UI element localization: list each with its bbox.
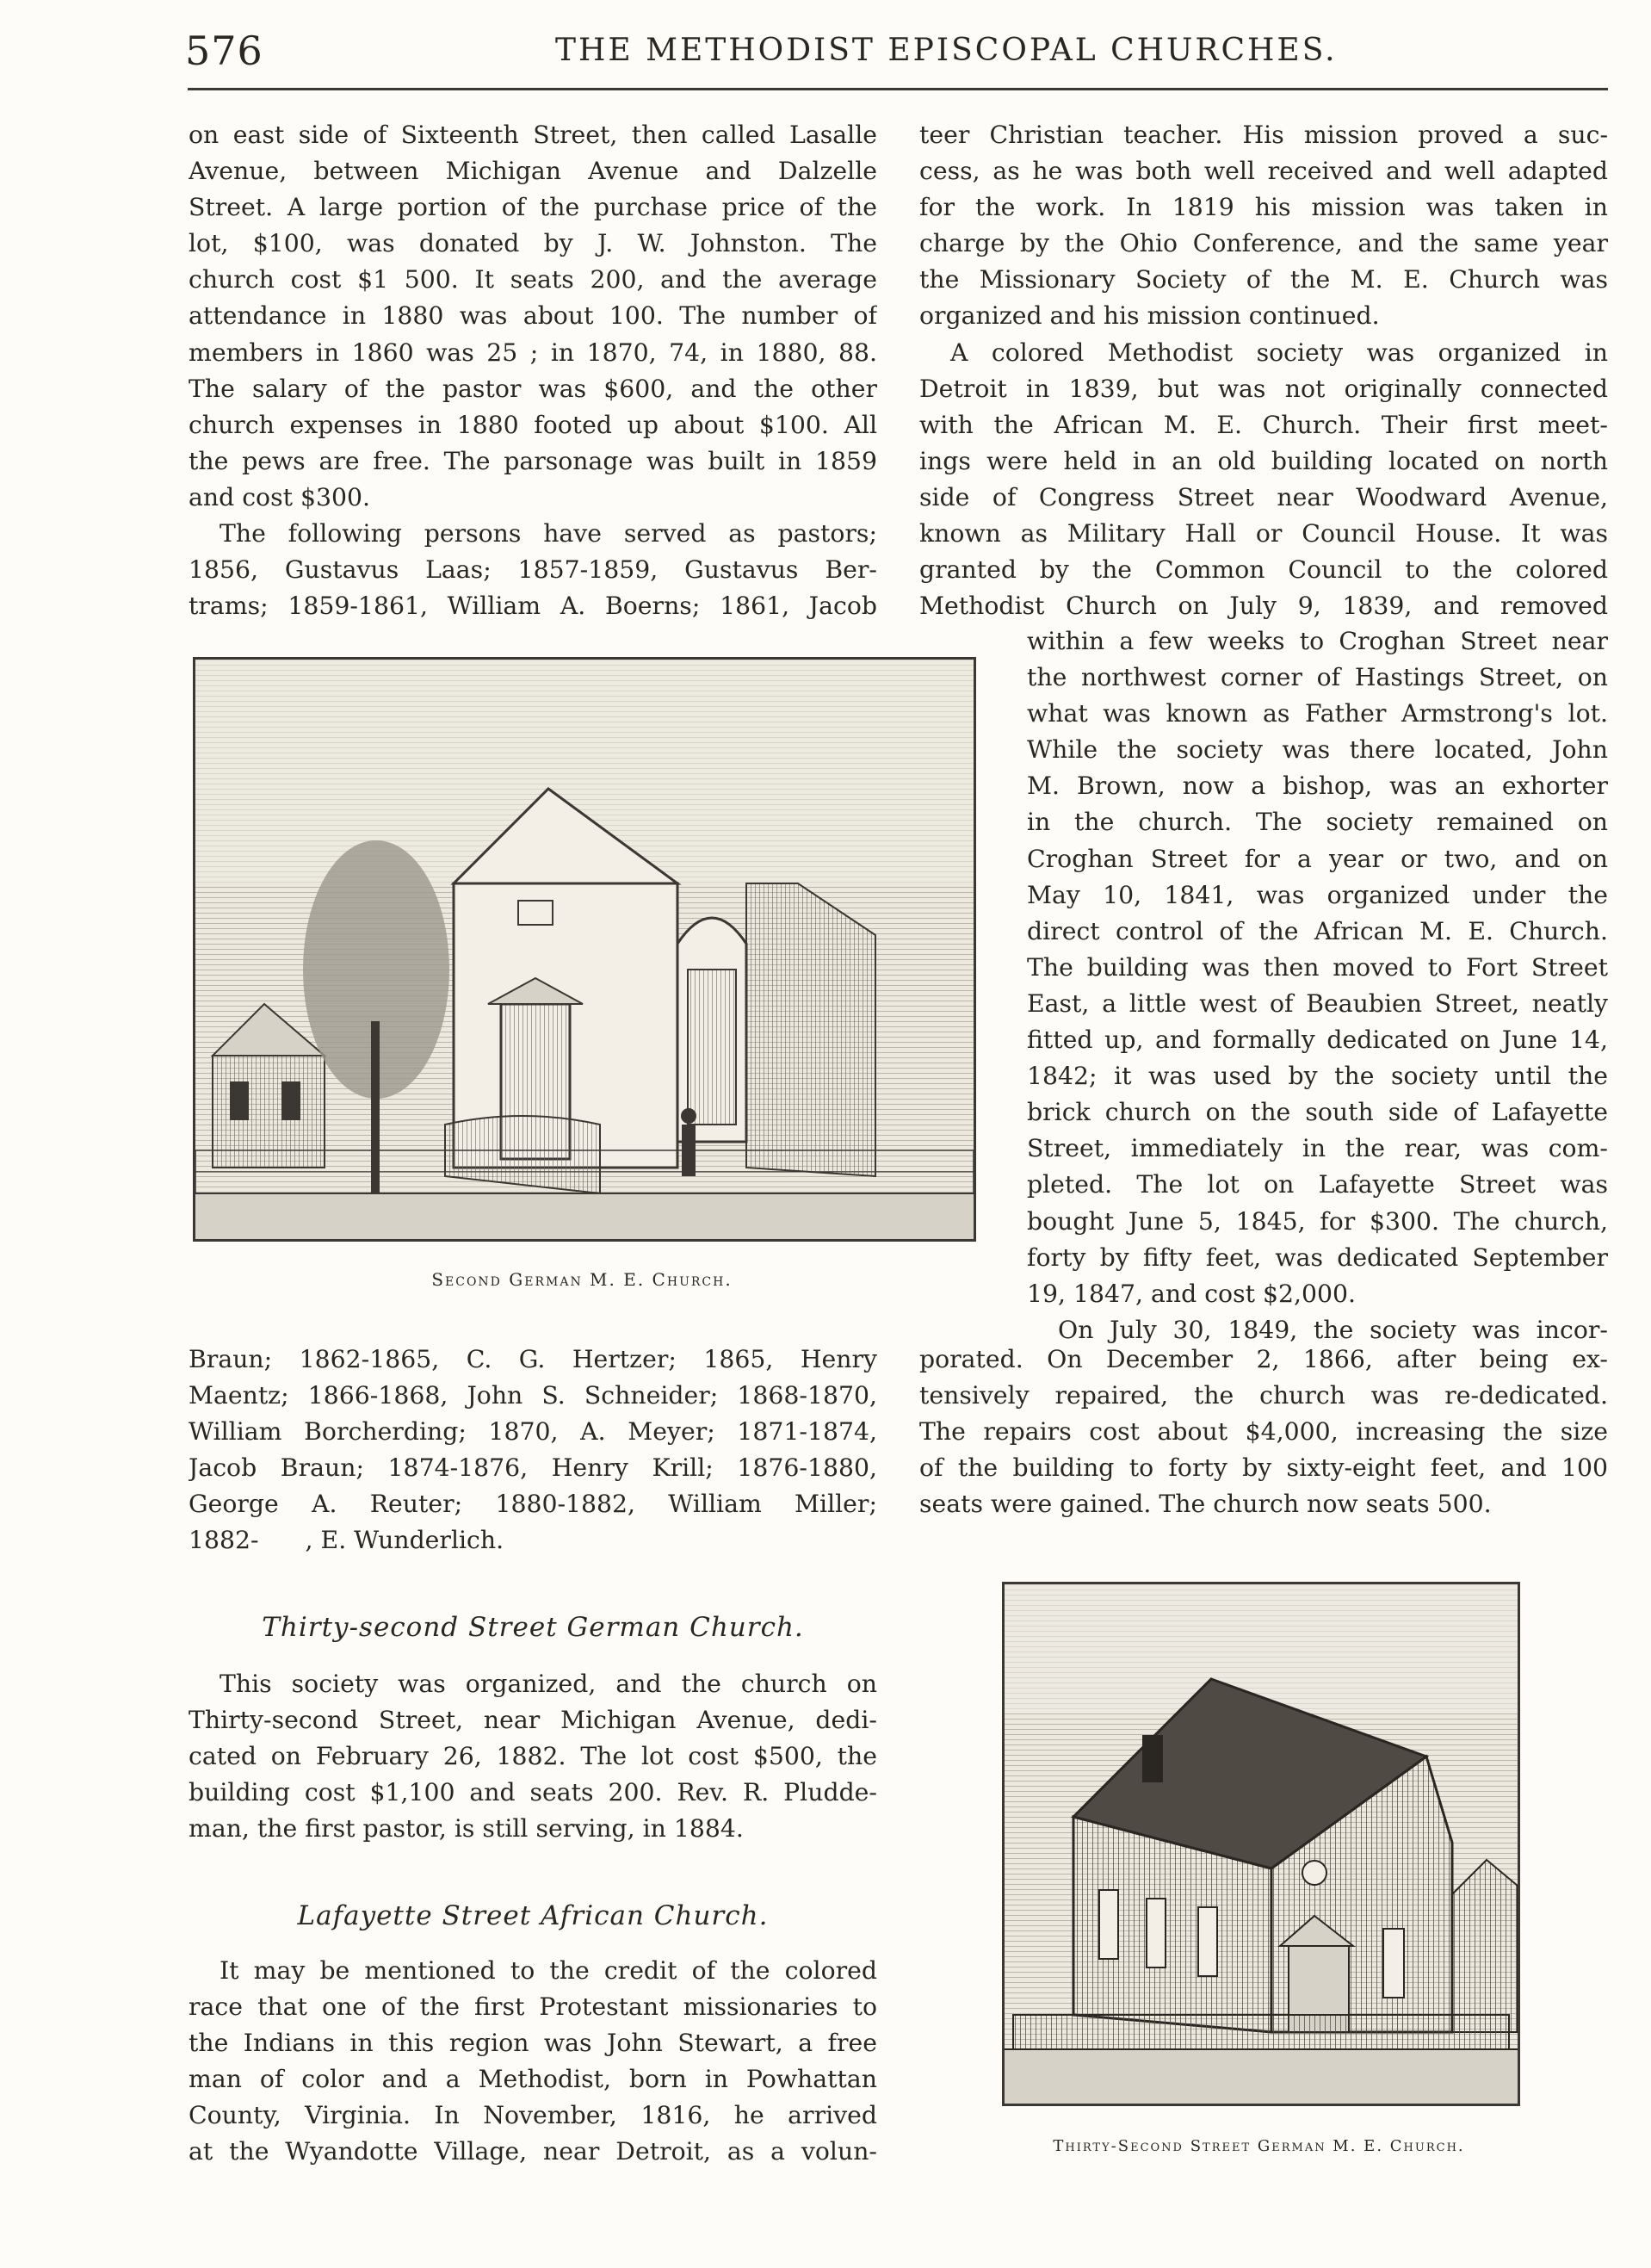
text-line: It may be mentioned to the credit of the colored bbox=[220, 1956, 877, 1985]
text-line: The following persons have served as pastors; bbox=[220, 519, 877, 548]
text-line: charge by the Ohio Conference, and the same year bbox=[919, 229, 1608, 258]
text-line: Croghan Street for a year or two, and on bbox=[1027, 844, 1608, 873]
text-line: A colored Methodist society was organized in bbox=[950, 338, 1608, 367]
section1-body bbox=[189, 1666, 877, 1847]
text-line: 1882- , E. Wunderlich. bbox=[189, 1526, 504, 1555]
text-line: Braun; 1862-1865, C. G. Hertzer; 1865, Henry bbox=[189, 1345, 877, 1373]
text-line: Thirty-second Street, near Michigan Avenue, dedi- bbox=[189, 1706, 877, 1735]
text-line: man, the first pastor, is still serving, in 1884. bbox=[189, 1814, 744, 1844]
text-line: County, Virginia. In November, 1816, he arrived bbox=[189, 2101, 877, 2130]
text-line: in the church. The society remained on bbox=[1027, 808, 1608, 837]
text-line: at the Wyandotte Village, near Detroit, as a volun- bbox=[189, 2137, 877, 2166]
text-line: 1856, Gustavus Laas; 1857-1859, Gustavus Ber- bbox=[189, 555, 877, 585]
text-line: building cost $1,100 and seats 200. Rev. R. Pludde- bbox=[189, 1778, 877, 1807]
text-line: with the African M. E. Church. Their first meet- bbox=[919, 410, 1608, 439]
text-line: May 10, 1841, was organized under the bbox=[1027, 880, 1608, 909]
text-line: the pews are free. The parsonage was built in 1859 bbox=[189, 446, 877, 475]
text-line: seats were gained. The church now seats 500. bbox=[919, 1490, 1492, 1519]
text-line: This society was organized, and the church on bbox=[220, 1670, 877, 1698]
left-column-top bbox=[189, 117, 877, 624]
text-line: on east side of Sixteenth Street, then called Lasalle bbox=[189, 121, 877, 149]
right-column-bottom bbox=[919, 1342, 1608, 1522]
text-line: church cost $1 500. It seats 200, and the average bbox=[189, 265, 877, 294]
text-line: George A. Reuter; 1880-1882, William Miller; bbox=[189, 1490, 877, 1519]
left-column-middle bbox=[189, 1342, 877, 1559]
text-line: The salary of the pastor was $600, and the other bbox=[189, 374, 877, 403]
text-line: M. Brown, now a bishop, was an exhorter bbox=[1027, 771, 1608, 801]
text-line: side of Congress Street near Woodward Avenue, bbox=[919, 482, 1608, 511]
text-line: cated on February 26, 1882. The lot cost $500, the bbox=[189, 1742, 877, 1771]
text-line: 19, 1847, and cost $2,000. bbox=[1027, 1279, 1356, 1308]
text-line: fitted up, and formally dedicated on June 14, bbox=[1027, 1026, 1608, 1055]
text-line: Detroit in 1839, but was not originally connected bbox=[919, 374, 1608, 403]
running-title: THE METHODIST EPISCOPAL CHURCHES. bbox=[555, 33, 1338, 68]
text-line: The repairs cost about $4,000, increasing the size bbox=[919, 1417, 1608, 1447]
text-line: 1842; it was used by the society until the bbox=[1027, 1062, 1608, 1091]
text-line: direct control of the African M. E. Church. bbox=[1027, 916, 1608, 945]
page-number: 576 bbox=[185, 28, 263, 74]
text-line: organized and his mission continued. bbox=[919, 301, 1380, 331]
text-line: Avenue, between Michigan Avenue and Dalzelle bbox=[189, 157, 877, 186]
church-engraving-icon bbox=[1005, 1584, 1518, 2104]
text-line: what was known as Father Armstrong's lot. bbox=[1027, 699, 1608, 728]
text-line: the Indians in this region was John Stewart, a free bbox=[189, 2029, 877, 2058]
text-line: granted by the Common Council to the colored bbox=[919, 555, 1608, 585]
text-line: forty by fifty feet, was dedicated September bbox=[1027, 1242, 1608, 1272]
text-line: lot, $100, was donated by J. W. Johnston. The bbox=[189, 229, 877, 258]
right-column-narrow bbox=[1027, 623, 1608, 1348]
text-line: Maentz; 1866-1868, John S. Schneider; 1868-1870, bbox=[189, 1381, 877, 1410]
section-heading-thirty-second-street: Thirty-second Street German Church. bbox=[262, 1612, 804, 1643]
text-line: teer Christian teacher. His mission proved a suc- bbox=[919, 121, 1608, 149]
text-line: attendance in 1880 was about 100. The number of bbox=[189, 301, 877, 331]
text-line: porated. On December 2, 1866, after being ex- bbox=[919, 1345, 1608, 1373]
church-engraving-icon bbox=[195, 660, 974, 1239]
text-line: bought June 5, 1845, for $300. The church, bbox=[1027, 1206, 1608, 1236]
text-line: for the work. In 1819 his mission was taken in bbox=[919, 193, 1608, 222]
text-line: While the society was there located, John bbox=[1027, 735, 1608, 765]
page-header bbox=[185, 28, 1614, 83]
text-line: Street. A large portion of the purchase price of the bbox=[189, 193, 877, 222]
text-line: church expenses in 1880 footed up about $100. All bbox=[189, 410, 877, 439]
text-line: Street, immediately in the rear, was com- bbox=[1027, 1134, 1608, 1163]
text-line: trams; 1859-1861, William A. Boerns; 1861, Jacob bbox=[189, 592, 877, 621]
text-line: members in 1860 was 25 ; in 1870, 74, in 1880, 88. bbox=[189, 338, 877, 367]
section2-body bbox=[189, 1953, 877, 2171]
text-line: man of color and a Methodist, born in Powhattan bbox=[189, 2065, 877, 2094]
text-line: William Borcherding; 1870, A. Meyer; 1871-1874, bbox=[189, 1417, 877, 1447]
text-line: tensively repaired, the church was re-dedicated. bbox=[919, 1381, 1608, 1410]
text-line: On July 30, 1849, the society was incor- bbox=[1058, 1315, 1608, 1344]
text-line: pleted. The lot on Lafayette Street was bbox=[1027, 1170, 1608, 1199]
text-line: Methodist Church on July 9, 1839, and removed bbox=[919, 592, 1608, 621]
text-line: the Missionary Society of the M. E. Church was bbox=[919, 265, 1608, 294]
text-line: The building was then moved to Fort Street bbox=[1027, 952, 1608, 982]
figure2-caption: Thirty-Second Street German M. E. Church. bbox=[1053, 2137, 1465, 2155]
text-line: cess, as he was both well received and well adapted bbox=[919, 157, 1608, 186]
text-line: Jacob Braun; 1874-1876, Henry Krill; 1876-1880, bbox=[189, 1453, 877, 1483]
figure1-caption: Second German M. E. Church. bbox=[431, 1269, 733, 1290]
text-line: ings were held in an old building located on north bbox=[919, 446, 1608, 475]
text-line: and cost $300. bbox=[189, 482, 370, 511]
text-line: race that one of the first Protestant missionaries to bbox=[189, 1992, 877, 2022]
thirty-second-street-church-illustration bbox=[1002, 1582, 1520, 2106]
text-line: known as Military Hall or Council House. It was bbox=[919, 519, 1608, 548]
text-line: brick church on the south side of Lafayette bbox=[1027, 1098, 1608, 1127]
text-line: East, a little west of Beaubien Street, neatly bbox=[1027, 988, 1608, 1018]
text-line: of the building to forty by sixty-eight feet, and 100 bbox=[919, 1453, 1608, 1483]
right-column-top bbox=[919, 117, 1608, 624]
second-german-church-illustration bbox=[193, 657, 976, 1242]
text-line: the northwest corner of Hastings Street, on bbox=[1027, 663, 1608, 692]
text-line: within a few weeks to Croghan Street near bbox=[1027, 627, 1608, 655]
section-heading-lafayette-street: Lafayette Street African Church. bbox=[297, 1900, 769, 1931]
header-rule bbox=[188, 88, 1608, 90]
